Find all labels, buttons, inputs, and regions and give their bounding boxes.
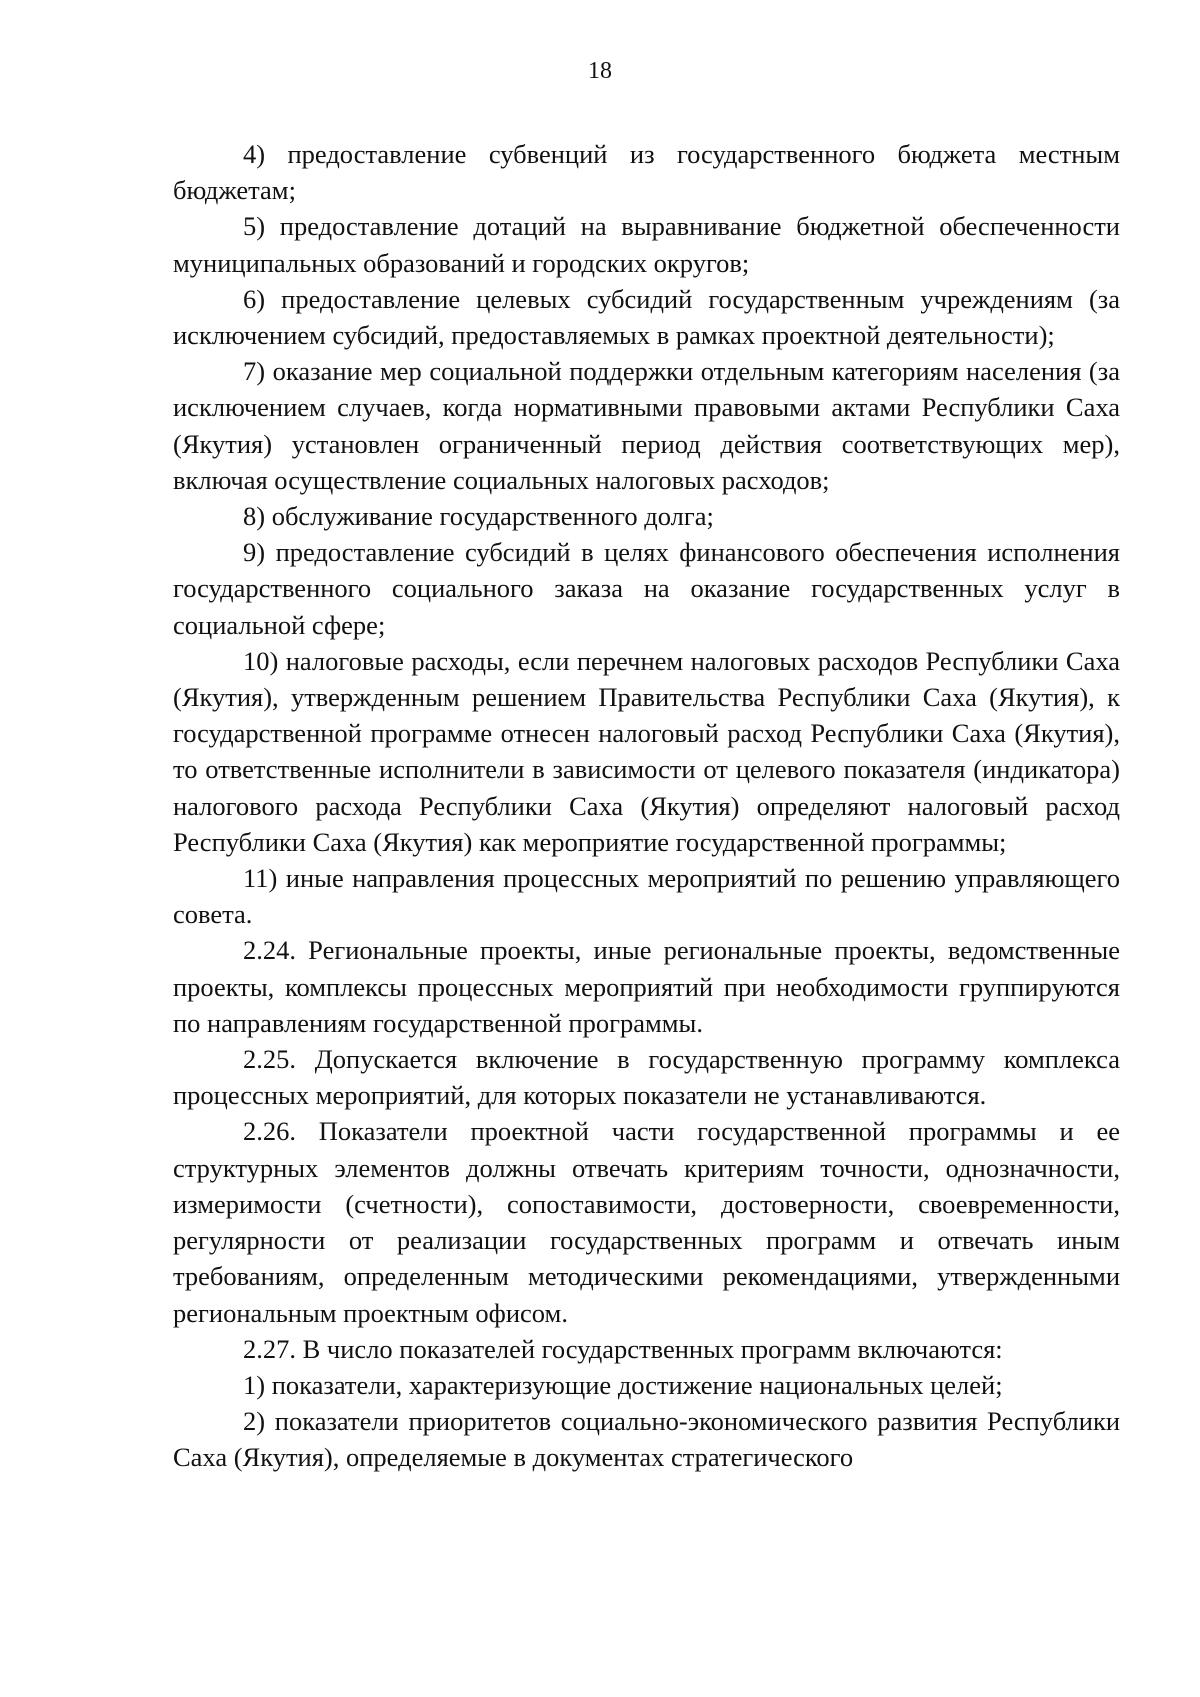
paragraph-section-2-24: 2.24. Региональные проекты, иные региональные проекты, ведомственные проекты, комплексы процессных мероприятий при необходимости группируются по направлениям государственной программы. — [173, 935, 1120, 1038]
paragraph-item-11: 11) иные направления процессных мероприятий по решению управляющего совета. — [173, 863, 1120, 930]
document-body — [173, 136, 1120, 1476]
paragraph-item-7: 7) оказание мер социальной поддержки отдельным категориям населения (за исключением случаев, когда нормативными правовыми актами Республики Саха (Якутия) установлен ограниченный период действия соответствующих мер), включая осуществление социальных налоговых расходов; — [173, 356, 1120, 495]
paragraph-item-8: 8) обслуживание государственного долга; — [243, 501, 714, 532]
paragraph-indicator-2: 2) показатели приоритетов социально-экономического развития Республики Саха (Якутия), определяемые в документах стратегического — [173, 1406, 1120, 1473]
paragraph-section-2-27: 2.27. В число показателей государственных программ включаются: — [243, 1333, 1003, 1364]
paragraph-section-2-25: 2.25. Допускается включение в государственную программу комплекса процессных мероприятий, для которых показатели не устанавливаются. — [173, 1044, 1120, 1111]
paragraph-item-4: 4) предоставление субвенций из государственного бюджета местным бюджетам; — [173, 139, 1120, 206]
paragraph-item-6: 6) предоставление целевых субсидий государственным учреждениям (за исключением субсидий, предоставляемых в рамках проектной деятельности); — [173, 283, 1120, 351]
paragraph-item-5: 5) предоставление дотаций на выравнивание бюджетной обеспеченности муниципальных образований и городских округов; — [173, 211, 1120, 278]
page-number: 18 — [588, 58, 612, 84]
paragraph-item-10: 10) налоговые расходы, если перечнем налоговых расходов Республики Саха (Якутия), утвержденным решением Правительства Республики Саха (Якутия), к государственной программе отнесен налоговый расход Республики Саха (Якутия), то ответственные исполнители в зависимости от целевого показателя (индикатора) налогового расхода Республики Саха (Якутия) определяют налоговый расход Республики Саха (Якутия) как мероприятие государственной программы; — [173, 645, 1120, 857]
paragraph-indicator-1: 1) показатели, характеризующие достижение национальных целей; — [243, 1369, 1003, 1400]
paragraph-item-9: 9) предоставление субсидий в целях финансового обеспечения исполнения государственного социального заказа на оказание государственных услуг в социальной сфере; — [173, 537, 1120, 640]
paragraph-section-2-26: 2.26. Показатели проектной части государственной программы и ее структурных элементов должны отвечать критериям точности, однозначности, измеримости (счетности), сопоставимости, достоверности, своевременности, регулярности от реализации государственных программ и отвечать иным требованиям, определенным методическими рекомендациями, утвержденными региональным проектным офисом. — [173, 1116, 1120, 1328]
